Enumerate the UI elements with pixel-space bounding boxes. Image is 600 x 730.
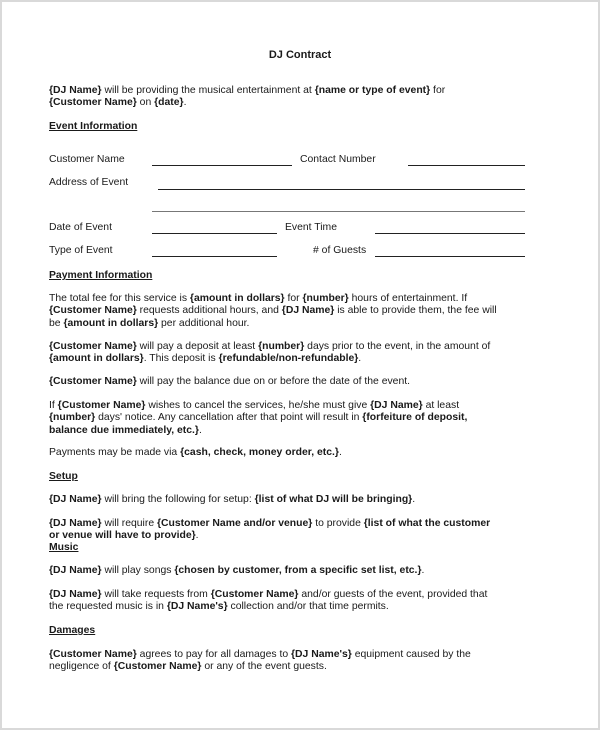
placeholder-customer-name: {Customer Name} xyxy=(49,305,137,317)
text: collection and/or that time permits. xyxy=(227,601,389,613)
text: If xyxy=(49,400,58,411)
event-time-label: Event Time xyxy=(285,222,337,233)
placeholder-customer-name: {Customer Name} xyxy=(49,649,137,660)
placeholder-customer-name: {Customer Name} xyxy=(57,400,146,411)
text: . xyxy=(421,565,425,576)
placeholder-event-name: {name or type of event} xyxy=(314,85,431,96)
placeholder-payment-methods: {cash, check, money order, etc.} xyxy=(180,447,339,458)
placeholder-amount: {amount in dollars} xyxy=(49,353,144,365)
text: days prior to the event, in the amount of xyxy=(304,341,491,352)
placeholder-amount: {amount in dollars} xyxy=(63,317,159,329)
text: equipment caused by the xyxy=(351,649,471,660)
payment-deposit-paragraph xyxy=(49,341,539,366)
placeholder-dj-name: {DJ Name} xyxy=(370,400,423,411)
damages-paragraph xyxy=(49,649,539,674)
placeholder-dj-name-possessive: {DJ Name's} xyxy=(166,601,228,613)
text: will play songs xyxy=(101,565,175,576)
text: for xyxy=(430,85,446,96)
payment-fee-paragraph xyxy=(49,293,539,330)
text: per additional hour. xyxy=(158,317,250,329)
placeholder-customer-name: {Customer Name} xyxy=(49,341,137,352)
placeholder-dj-name: {DJ Name} xyxy=(281,305,335,317)
text: requests additional hours, and xyxy=(136,305,282,317)
date-of-event-label: Date of Event xyxy=(49,222,112,233)
music-requests-paragraph xyxy=(49,589,539,614)
placeholder-dj-name: {DJ Name} xyxy=(49,565,102,576)
placeholder-dj-list: {list of what DJ will be bringing} xyxy=(254,494,413,505)
placeholder-customer-name: {Customer Name} xyxy=(210,589,299,600)
placeholder-forfeiture: balance due immediately, etc.} xyxy=(49,424,199,436)
payment-methods-paragraph xyxy=(49,447,539,459)
placeholder-customer-list: or venue will have to provide} xyxy=(49,530,196,542)
contact-number-field[interactable] xyxy=(408,165,525,166)
text: hours of entertainment. If xyxy=(348,293,468,304)
placeholder-dj-name: {DJ Name} xyxy=(49,518,102,529)
customer-name-field[interactable] xyxy=(152,165,292,166)
text: and/or guests of the event, provided that xyxy=(298,589,488,600)
num-guests-label: # of Guests xyxy=(313,245,367,256)
placeholder-refundable: {refundable/non-refundable} xyxy=(218,353,359,365)
placeholder-number: {number} xyxy=(258,341,305,352)
text: will be providing the musical entertainment at xyxy=(101,85,315,96)
address-of-event-field-line-2[interactable] xyxy=(152,211,525,212)
text: be xyxy=(49,317,64,329)
address-of-event-label: Address of Event xyxy=(49,177,129,188)
payment-information-heading: Payment Information xyxy=(49,270,153,281)
setup-bring-paragraph xyxy=(49,494,539,506)
contact-number-label: Contact Number xyxy=(300,154,376,165)
text: . xyxy=(412,494,416,505)
placeholder-customer-name: {Customer Name} xyxy=(49,97,137,109)
placeholder-dj-name: {DJ Name} xyxy=(49,589,102,600)
placeholder-forfeiture: {forfeiture of deposit, xyxy=(362,412,468,424)
event-information-heading: Event Information xyxy=(49,121,138,132)
text: the requested music is in xyxy=(49,601,167,613)
payment-cancellation-paragraph xyxy=(49,400,539,437)
placeholder-song-selection: {chosen by customer, from a specific set list, etc.} xyxy=(174,565,422,576)
placeholder-customer-venue: {Customer Name and/or venue} xyxy=(157,518,313,529)
text: . xyxy=(198,424,202,436)
address-of-event-field-line-1[interactable] xyxy=(158,189,525,190)
music-heading: Music xyxy=(49,542,79,553)
text: on xyxy=(136,97,155,109)
damages-heading: Damages xyxy=(49,625,96,636)
placeholder-number: {number} xyxy=(302,293,349,304)
placeholder-customer-name: {Customer Name} xyxy=(113,661,202,673)
text: will pay the balance due on or before the date of the event. xyxy=(136,376,411,387)
placeholder-date: {date} xyxy=(154,97,184,109)
type-of-event-field[interactable] xyxy=(152,256,277,257)
text: . xyxy=(195,530,199,542)
type-of-event-label: Type of Event xyxy=(49,245,113,256)
text: at least xyxy=(422,400,460,411)
placeholder-customer-name: {Customer Name} xyxy=(49,376,137,387)
text: for xyxy=(284,293,303,304)
text: will pay a deposit at least xyxy=(136,341,259,352)
text: wishes to cancel the services, he/she must give xyxy=(145,400,371,411)
text: to provide xyxy=(312,518,364,529)
text: will bring the following for setup: xyxy=(101,494,255,505)
placeholder-customer-list: {list of what the customer xyxy=(363,518,491,529)
document-title: DJ Contract xyxy=(268,49,332,61)
text: days' notice. Any cancellation after that point will result in xyxy=(95,412,363,424)
text: agrees to pay for all damages to xyxy=(136,649,291,660)
text: or any of the event guests. xyxy=(201,661,327,673)
customer-name-label: Customer Name xyxy=(49,154,125,165)
placeholder-dj-name-possessive: {DJ Name's} xyxy=(291,649,352,660)
music-songs-paragraph xyxy=(49,565,539,577)
placeholder-amount: {amount in dollars} xyxy=(189,293,285,304)
text: Payments may be made via xyxy=(49,447,181,458)
payment-balance-paragraph xyxy=(49,376,539,388)
text: . xyxy=(358,353,362,365)
text: . xyxy=(338,447,342,458)
event-time-field[interactable] xyxy=(375,233,525,234)
text: is able to provide them, the fee will xyxy=(334,305,497,317)
placeholder-dj-name: {DJ Name} xyxy=(49,85,102,96)
num-guests-field[interactable] xyxy=(375,256,525,257)
intro-paragraph xyxy=(49,85,539,110)
text: . xyxy=(183,97,187,109)
setup-heading: Setup xyxy=(49,471,78,482)
text: will require xyxy=(101,518,157,529)
date-of-event-field[interactable] xyxy=(152,233,277,234)
placeholder-dj-name: {DJ Name} xyxy=(49,494,102,505)
setup-require-paragraph xyxy=(49,518,539,543)
text: negligence of xyxy=(49,661,114,673)
text: The total fee for this service is xyxy=(49,293,190,304)
text: . This deposit is xyxy=(143,353,219,365)
text: will take requests from xyxy=(101,589,211,600)
placeholder-number: {number} xyxy=(49,412,96,424)
